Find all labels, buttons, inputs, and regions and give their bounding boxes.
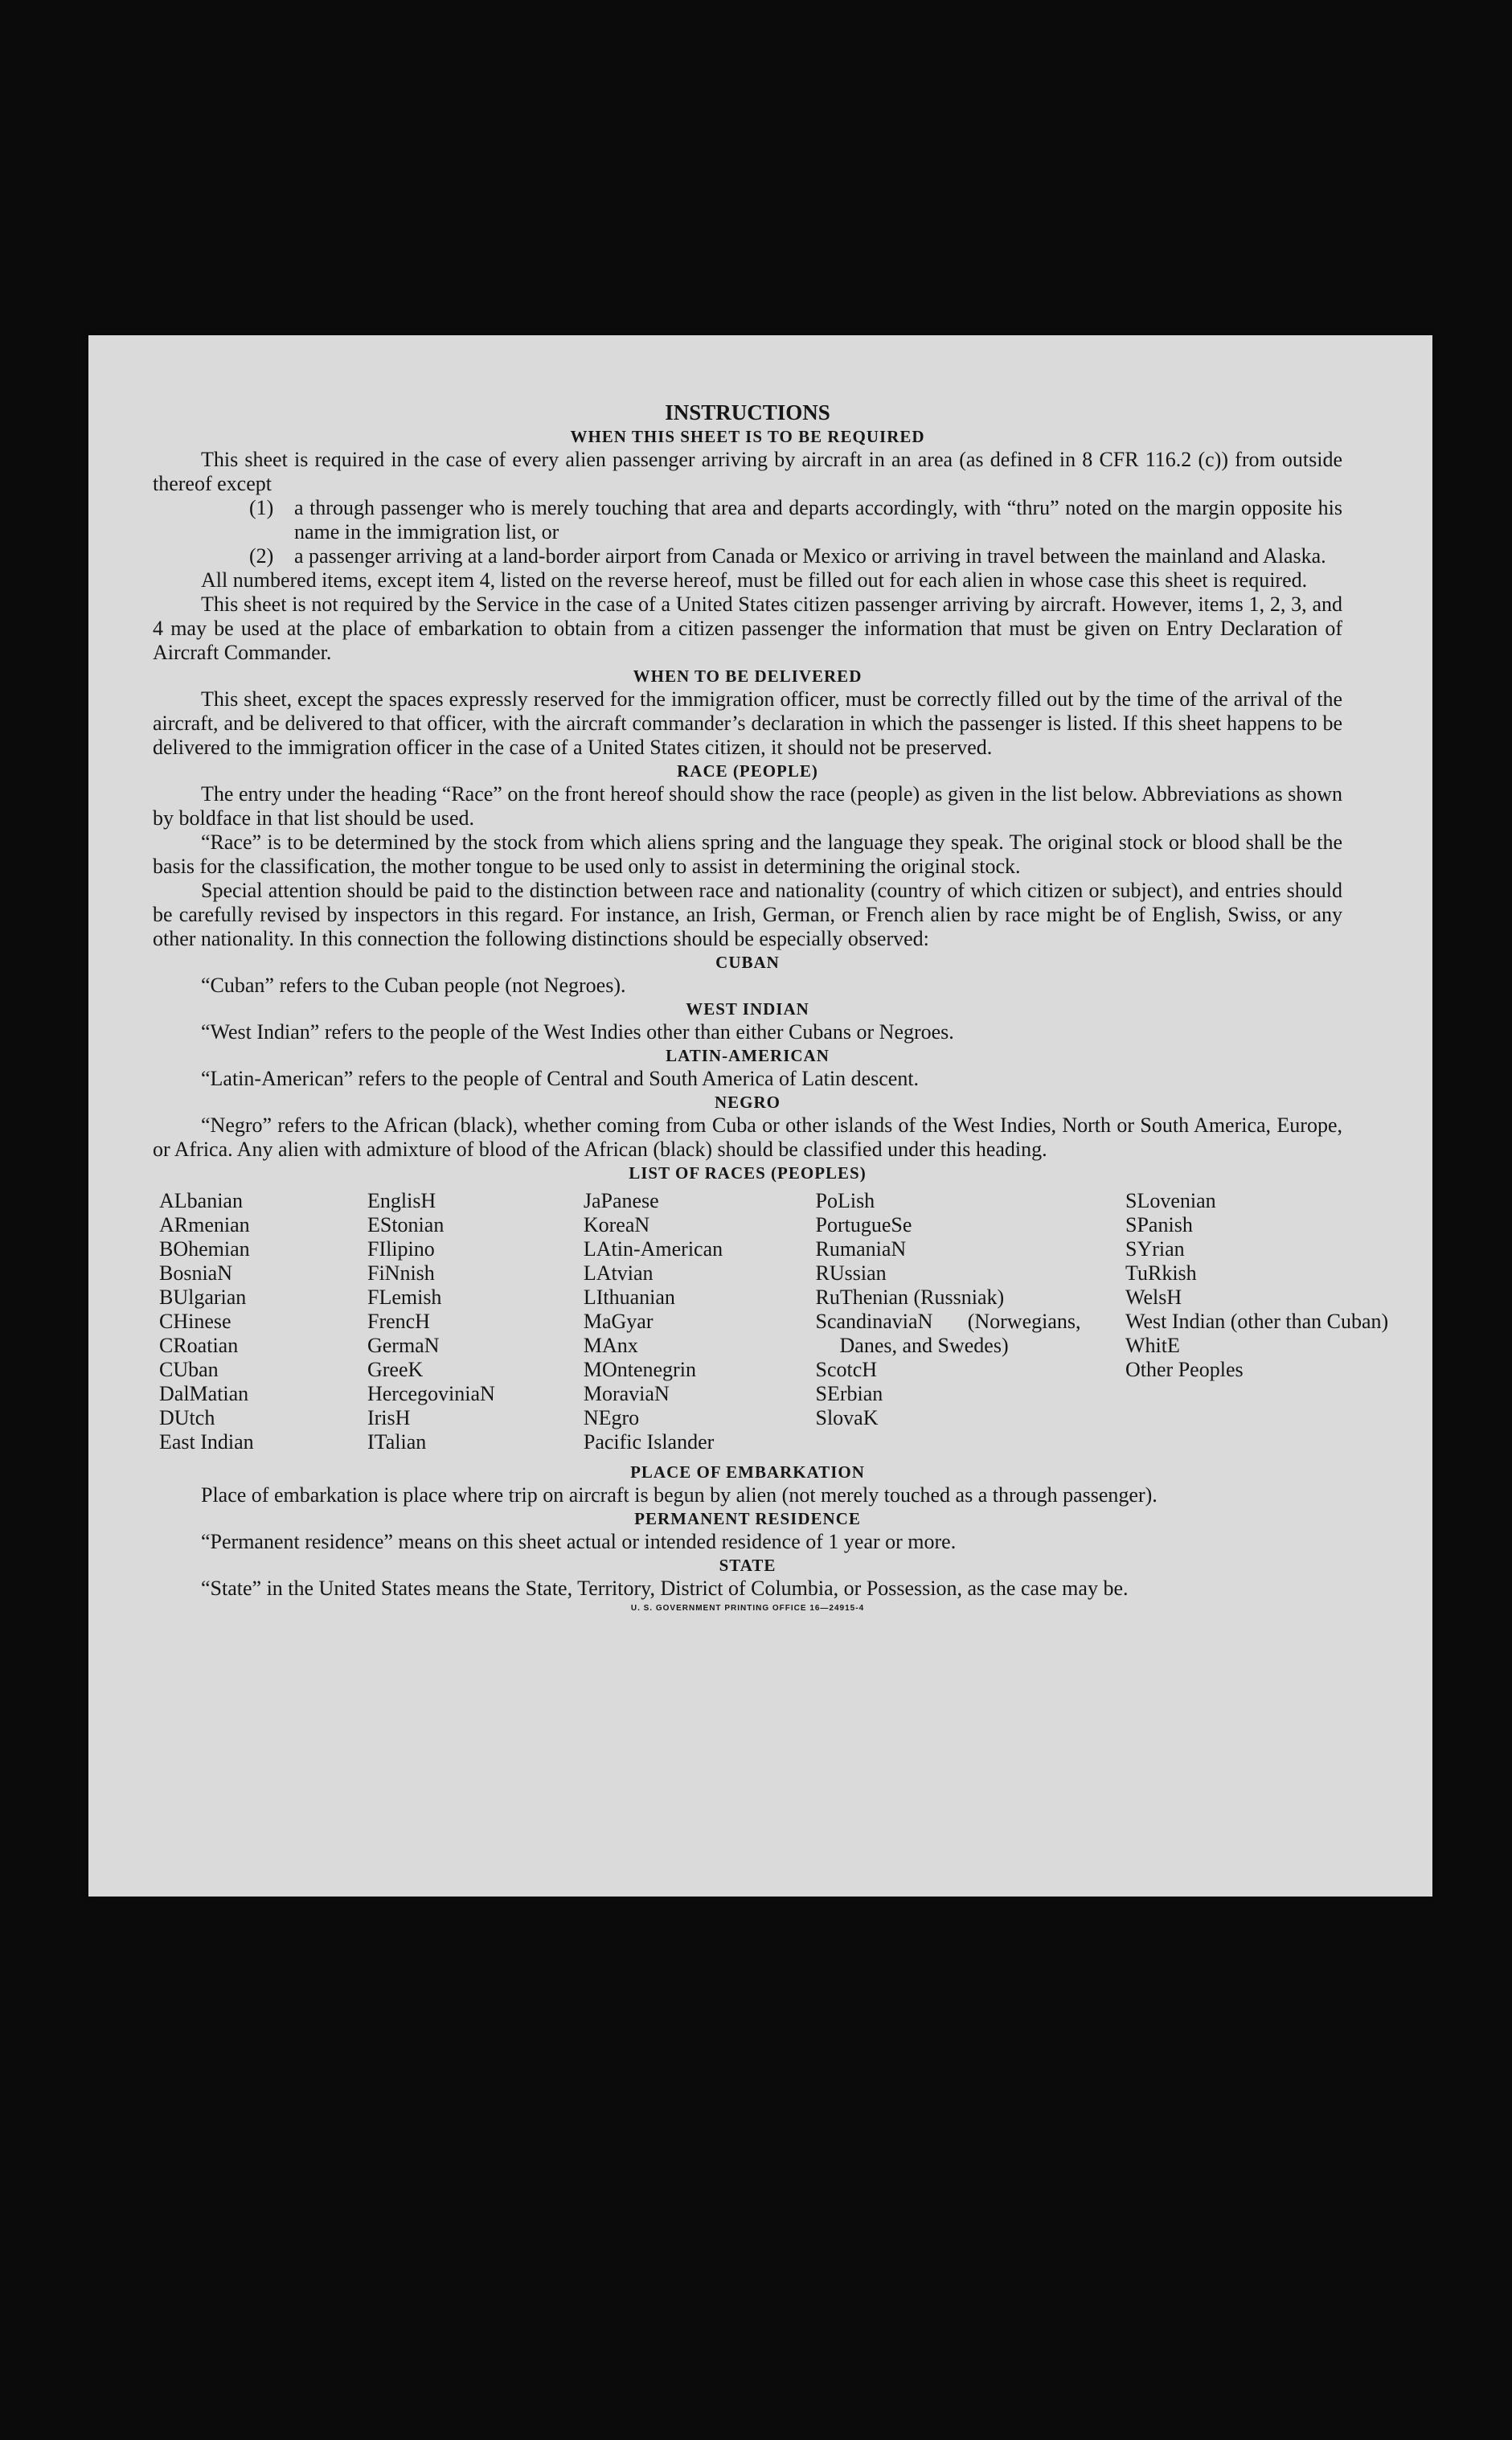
- race-entry: CHinese: [159, 1310, 232, 1333]
- race-entry: EnglisH: [367, 1189, 436, 1212]
- heading-list-of-races: LIST OF RACES (PEOPLES): [629, 1163, 867, 1183]
- race-entry: PortugueSe: [815, 1213, 912, 1236]
- race-entry: FrencH: [367, 1310, 430, 1333]
- when-required-paragraph-1: This sheet is required in the case of every alien passenger arriving by aircraft in an area (as defined in 8 CFR 116.2 (c)) from outside thereof except: [153, 448, 1342, 495]
- race-entry: ScotcH: [815, 1358, 878, 1381]
- races-column-2: [367, 1189, 584, 1454]
- race-entry: DalMatian: [159, 1382, 249, 1405]
- race-entry: BosniaN: [159, 1261, 232, 1285]
- race-entry: West Indian (other than Cuban): [1125, 1310, 1389, 1333]
- race-paragraph-2: “Race” is to be determined by the stock from which aliens spring and the language they speak. The original stock or blood shall be the basis for the classification, the mother tongue to be used only to assist in determining the original stock.: [153, 830, 1342, 878]
- race-entry: HercegoviniaN: [367, 1382, 495, 1405]
- west-indian-text: “West Indian” refers to the people of the West Indies other than either Cubans or Negroes.: [201, 1020, 954, 1044]
- when-delivered-paragraph: This sheet, except the spaces expressly reserved for the immigration officer, must be correctly filled out by the time of the arrival of the aircraft, and be delivered to that officer, with the aircraft commander’s declaration in which the passenger is listed. If this sheet happens to be delivered to the immigration officer in the case of a United States citizen, it should not be preserved.: [153, 687, 1342, 759]
- heading-cuban: CUBAN: [715, 953, 780, 972]
- race-entry: MAnx: [583, 1334, 638, 1357]
- race-entry: WelsH: [1125, 1286, 1182, 1309]
- race-entry: SlovaK: [815, 1406, 879, 1429]
- race-entry: SYrian: [1125, 1237, 1185, 1261]
- race-entry: ALbanian: [159, 1189, 243, 1212]
- exception-list: [249, 496, 1342, 568]
- race-entry: GermaN: [367, 1334, 440, 1357]
- race-paragraph-3: Special attention should be paid to the distinction between race and nationality (country of which citizen or subject), and entries should be carefully revised by inspectors in this regard. For instance, an Irish, German, or French alien by race might be of English, Swiss, or any other nationality. In this connection the following distinctions should be especially observed:: [153, 879, 1342, 950]
- heading-embarkation: PLACE OF EMBARKATION: [630, 1462, 865, 1482]
- cuban-text: “Cuban” refers to the Cuban people (not Negroes).: [201, 974, 626, 997]
- races-column-3: [584, 1189, 816, 1454]
- race-entry: MoraviaN: [583, 1382, 670, 1405]
- when-required-paragraph-2: All numbered items, except item 4, listed on the reverse hereof, must be filled out for each alien in whose case this sheet is required.: [201, 568, 1308, 592]
- race-entry: SLovenian: [1125, 1189, 1216, 1212]
- race-entry: CUban: [159, 1358, 219, 1381]
- race-entry: TuRkish: [1125, 1261, 1197, 1285]
- exception-item-1-text: a through passenger who is merely touching that area and departs accordingly, with “thru” noted on the margin opposite his name in the immigration list, or: [294, 496, 1342, 543]
- heading-permanent-residence: PERMANENT RESIDENCE: [634, 1509, 861, 1528]
- instructions-content: [153, 400, 1389, 1613]
- page-title: INSTRUCTIONS: [665, 400, 830, 424]
- race-entry: SPanish: [1125, 1213, 1193, 1236]
- race-entry: RUssian: [815, 1261, 887, 1285]
- race-entry: ARmenian: [159, 1213, 250, 1236]
- race-entry: East Indian: [159, 1430, 254, 1454]
- heading-when-delivered: WHEN TO BE DELIVERED: [633, 666, 863, 686]
- embarkation-text: Place of embarkation is place where trip on aircraft is begun by alien (not merely touched as a through passenger).: [201, 1483, 1158, 1507]
- exception-item-2-number: (2): [249, 544, 274, 568]
- heading-west-indian: WEST INDIAN: [686, 999, 809, 1019]
- race-entry: FLemish: [367, 1286, 442, 1309]
- race-entry: Other Peoples: [1125, 1358, 1244, 1381]
- heading-when-required: WHEN THIS SHEET IS TO BE REQUIRED: [570, 427, 925, 446]
- when-required-paragraph-3: This sheet is not required by the Service in the case of a United States citizen passenger arriving by aircraft. However, items 1, 2, 3, and 4 may be used at the place of embarkation to obtain from a citizen passenger the information that must be given on Entry Declaration of Aircraft Commander.: [153, 593, 1342, 664]
- race-entry: EStonian: [367, 1213, 445, 1236]
- race-entry: NEgro: [583, 1406, 640, 1429]
- race-entry: MOntenegrin: [583, 1358, 696, 1381]
- race-entry: CRoatian: [159, 1334, 239, 1357]
- negro-text: “Negro” refers to the African (black), whether coming from Cuba or other islands of the West Indies, North or South America, Europe, or Africa. Any alien with admixture of blood of the African (black) should be classified under this heading.: [153, 1113, 1342, 1161]
- race-entry: SErbian: [815, 1382, 883, 1405]
- exception-item-1-number: (1): [249, 496, 274, 519]
- race-entry: ITalian: [367, 1430, 427, 1454]
- race-entry: ScandinaviaN (Norwegians, Danes, and Swedes): [815, 1310, 1081, 1357]
- heading-race: RACE (PEOPLE): [677, 761, 818, 781]
- race-entry: RuThenian (Russniak): [815, 1286, 1005, 1309]
- exception-item-2: [249, 544, 1342, 568]
- printing-office-imprint: U. S. GOVERNMENT PRINTING OFFICE 16—24915-4: [630, 1604, 865, 1613]
- races-column-4: [816, 1189, 1126, 1454]
- race-entry: PoLish: [815, 1189, 875, 1212]
- race-entry: BOhemian: [159, 1237, 250, 1261]
- state-text: “State” in the United States means the State, Territory, District of Columbia, or Possession, as the case may be.: [201, 1577, 1129, 1600]
- race-entry: BUlgarian: [159, 1286, 247, 1309]
- race-entry: FiNnish: [367, 1261, 435, 1285]
- race-entry: WhitE: [1125, 1334, 1180, 1357]
- race-entry: LIthuanian: [583, 1286, 675, 1309]
- race-entry: LAtvian: [583, 1261, 654, 1285]
- race-entry: DUtch: [159, 1406, 215, 1429]
- exception-item-2-text: a passenger arriving at a land-border airport from Canada or Mexico or arriving in travel between the mainland and Alaska.: [294, 544, 1326, 568]
- race-entry: JaPanese: [583, 1189, 659, 1212]
- race-entry: FIlipino: [367, 1237, 435, 1261]
- race-entry: Pacific Islander: [583, 1430, 715, 1454]
- race-entry: RumaniaN: [815, 1237, 907, 1261]
- race-entry: MaGyar: [583, 1310, 654, 1333]
- exception-item-1: [249, 496, 1342, 544]
- races-column-1: [159, 1189, 367, 1454]
- race-entry: IrisH: [367, 1406, 411, 1429]
- latin-american-text: “Latin-American” refers to the people of Central and South America of Latin descent.: [201, 1067, 920, 1090]
- heading-state: STATE: [719, 1556, 776, 1575]
- races-list: [159, 1189, 1389, 1454]
- race-entry: GreeK: [367, 1358, 424, 1381]
- race-entry: LAtin-American: [583, 1237, 723, 1261]
- race-paragraph-1: The entry under the heading “Race” on the front hereof should show the race (people) as given in the list below. Abbreviations as shown by boldface in that list should be used.: [153, 782, 1342, 830]
- document-sheet: [88, 335, 1432, 1897]
- race-entry: KoreaN: [583, 1213, 650, 1236]
- permanent-residence-text: “Permanent residence” means on this sheet actual or intended residence of 1 year or more.: [201, 1530, 957, 1553]
- races-column-5: [1125, 1189, 1389, 1454]
- heading-latin-american: LATIN-AMERICAN: [666, 1046, 830, 1065]
- heading-negro: NEGRO: [714, 1093, 781, 1112]
